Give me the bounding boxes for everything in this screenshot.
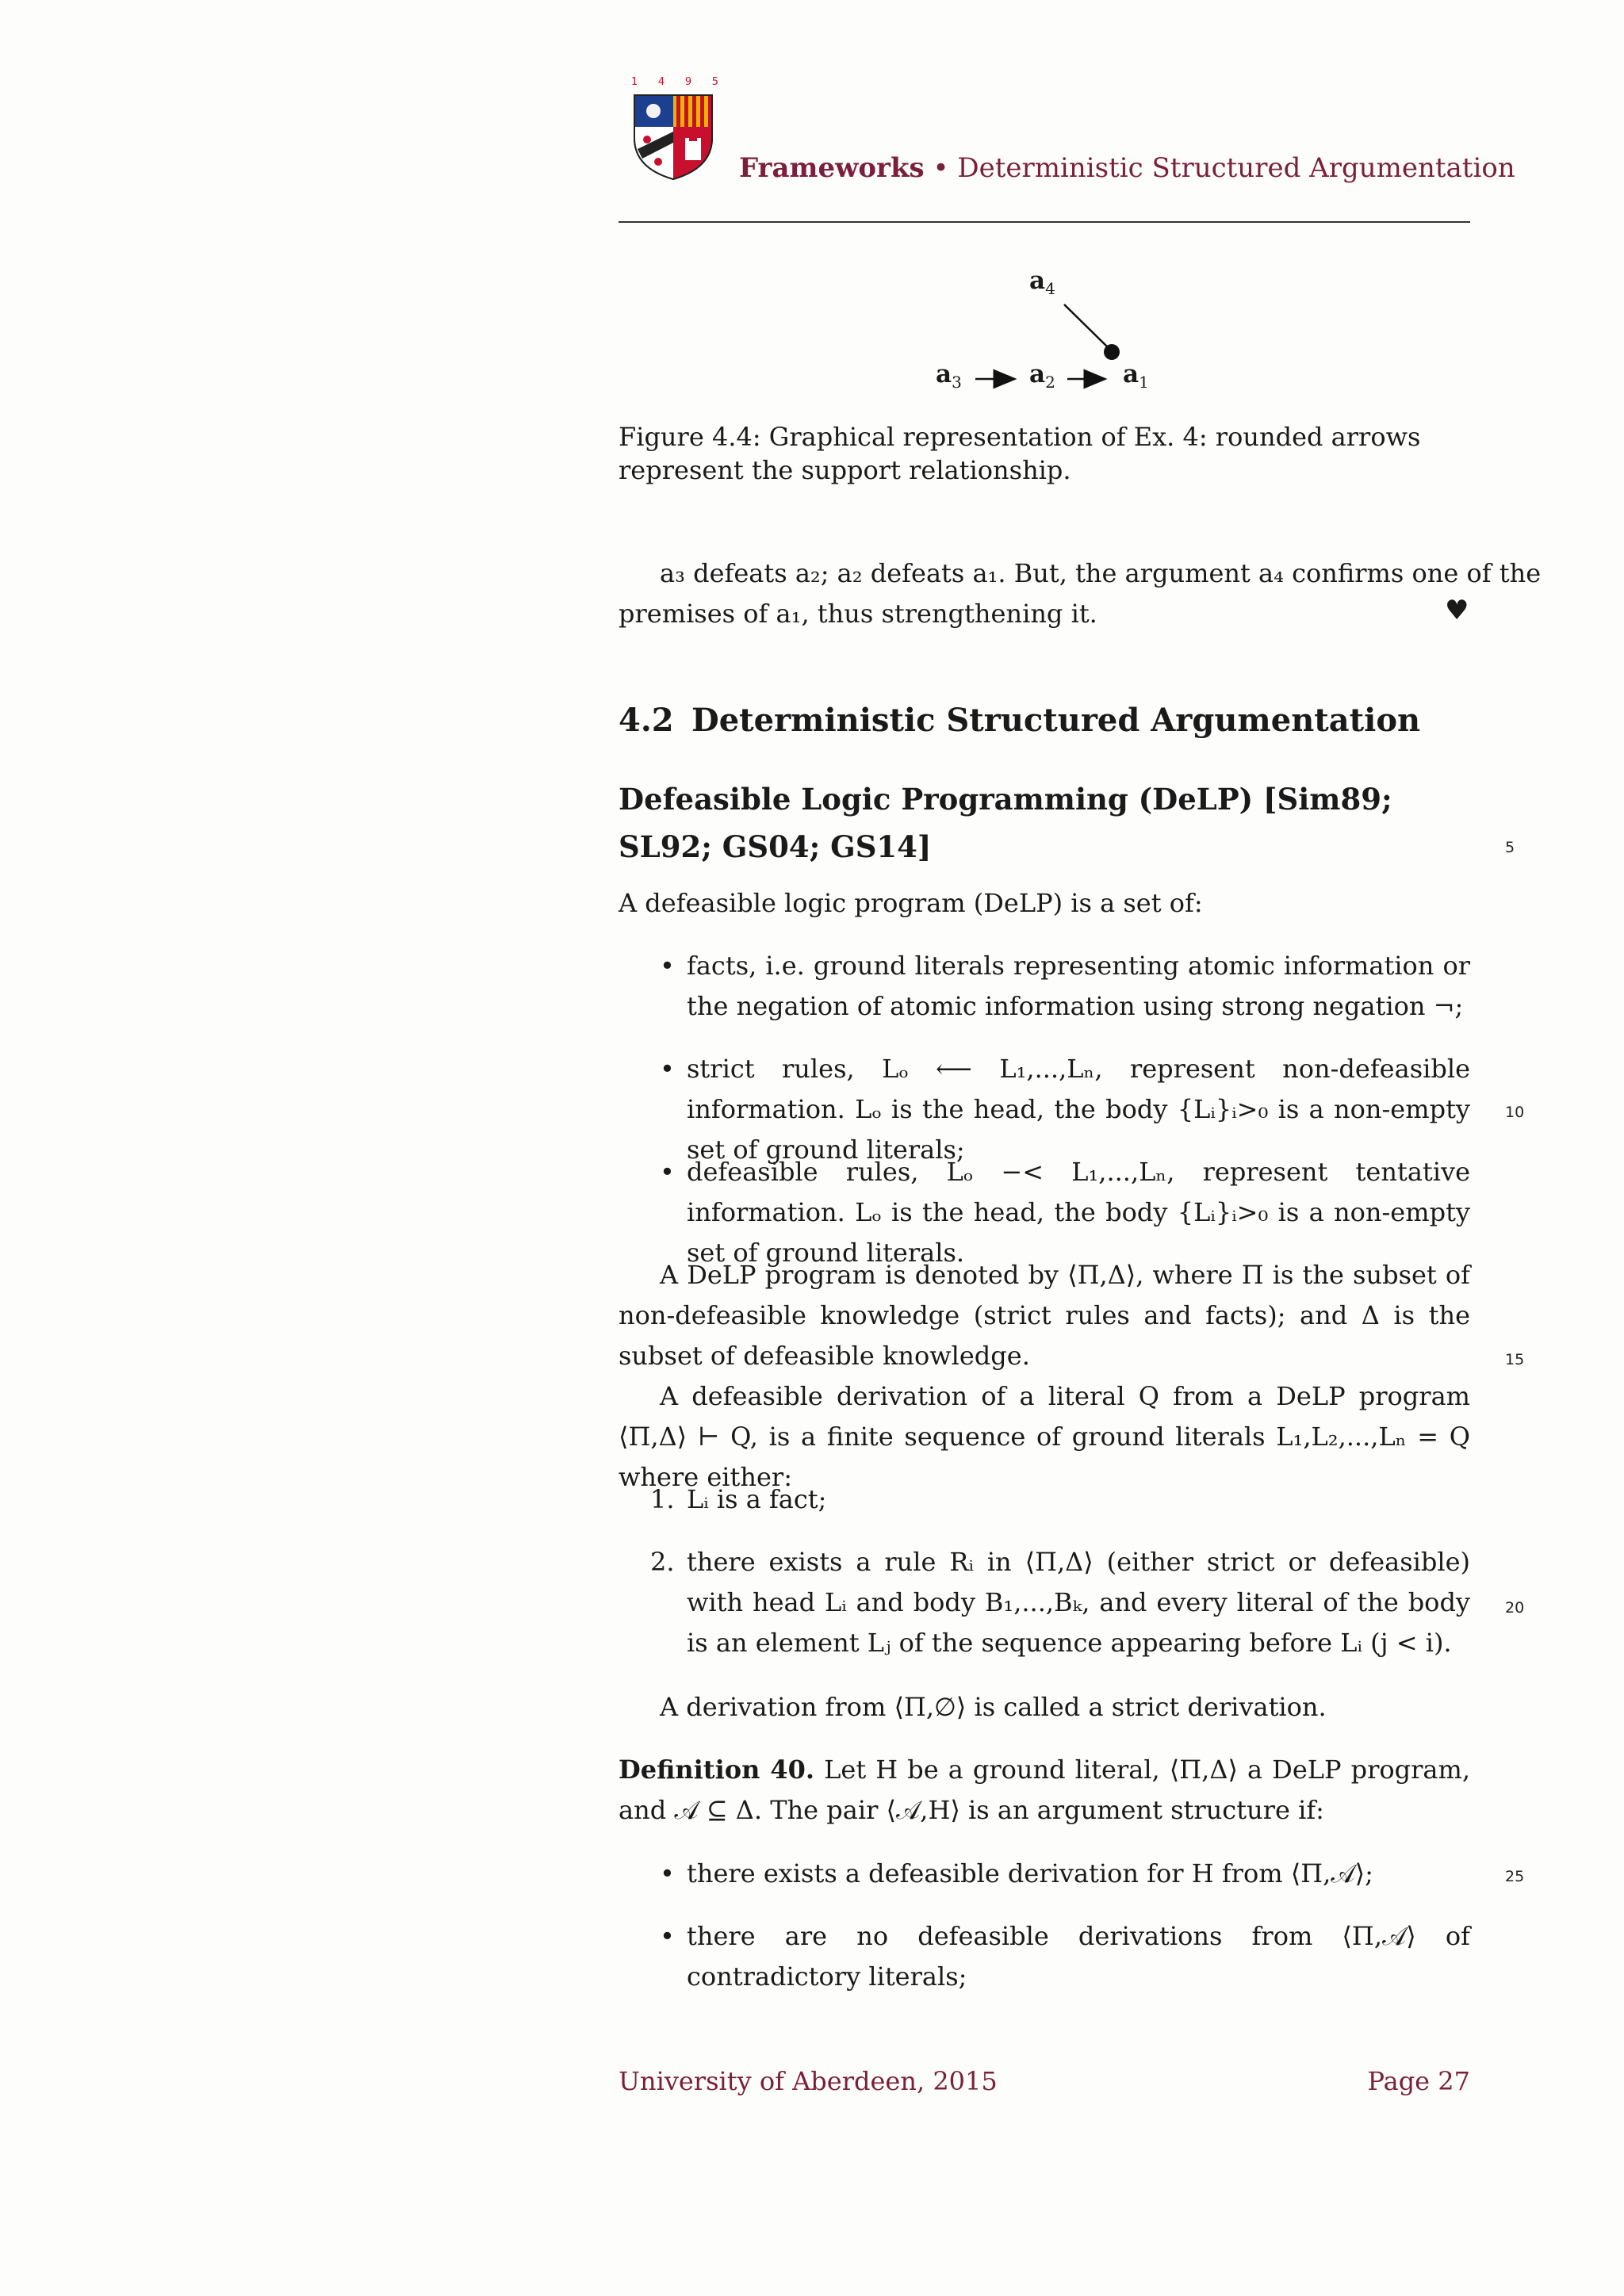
list-item [650, 1854, 1470, 1894]
list-item [650, 1479, 1470, 1520]
support-endpoint [1104, 344, 1120, 360]
subsection-title: Defeasible Logic Programming (DeLP) [Sim89; SL92; GS04; GS14] [619, 782, 1392, 864]
list-item-text: strict rules, Lₒ ⟵ L₁,...,Lₙ, represent non-defeasible information. Lₒ is the head, the body {Lᵢ}ᵢ>₀ is a non-empty set of ground literals; [687, 1054, 1470, 1165]
line-number: 10 [1505, 1104, 1525, 1121]
section-title-text: Deterministic Structured Argumentation [691, 702, 1421, 739]
line-number: 25 [1505, 1868, 1525, 1885]
list-item [650, 1542, 1470, 1663]
crest-year-digit: 4 [657, 76, 665, 88]
node-a4: $a_4$ [1029, 266, 1055, 299]
figure-caption: Figure 4.4: Graphical representation of Ex. 4: rounded arrows represent the support relationship. [619, 422, 1421, 485]
program-paragraph: A DeLP program is denoted by ⟨Π,Δ⟩, where Π is the subset of non-defeasible knowledge (strict rules and facts); and Δ is the subset of defeasible knowledge. [619, 1260, 1470, 1371]
header-title: Deterministic Structured Argumentation [957, 152, 1515, 184]
list-item [650, 1916, 1470, 1997]
list-item-number: 2. [650, 1547, 675, 1577]
delp-intro: A defeasible logic program (DeLP) is a set of: [619, 888, 1203, 918]
strict-derivation-paragraph: A derivation from ⟨Π,∅⟩ is called a strict derivation. [660, 1692, 1327, 1722]
bullet-icon: • [660, 1921, 675, 1951]
crest-year-digit: 5 [711, 76, 718, 88]
bullet-icon: • [660, 1858, 675, 1888]
node-a2: $a_2$ [1029, 360, 1055, 392]
list-item-number: 1. [650, 1484, 675, 1514]
bullet-icon: • [660, 1054, 675, 1084]
definition-text: Let H be a ground literal, ⟨Π,Δ⟩ a DeLP program, and 𝒜 ⊆ Δ. The pair ⟨𝒜,H⟩ is an argument structure if: [619, 1755, 1471, 1825]
page-number: Page 27 [1367, 2066, 1470, 2096]
heart-icon: ♥ [1445, 595, 1469, 626]
running-header [739, 152, 1515, 184]
crest-year-digit: 1 [631, 76, 638, 88]
header-separator: • [933, 152, 949, 184]
line-number: 20 [1505, 1599, 1525, 1617]
definition-label: Definition 40. [619, 1755, 815, 1785]
footer-institution: University of Aberdeen, 2015 [619, 2066, 998, 2096]
crest-year-digit: 9 [684, 76, 692, 88]
section-title [619, 702, 1420, 739]
support-edge-a4-a1 [1064, 304, 1108, 347]
line-number: 15 [1505, 1351, 1525, 1368]
example-line-1: a₃ defeats a₂; a₂ defeats a₁. But, the argument a₄ confirms one of the [660, 558, 1542, 588]
list-item-text: there exists a rule Rᵢ in ⟨Π,Δ⟩ (either strict or defeasible) with head Lᵢ and body B₁,...,Bₖ, and every literal of the body is an element Lⱼ of the sequence appearing before Lᵢ (j < i). [687, 1547, 1470, 1658]
section-number: 4.2 [619, 702, 674, 739]
node-a1: $a_1$ [1123, 360, 1149, 392]
list-item-text: there exists a defeasible derivation for H from ⟨Π,𝒜⟩; [687, 1858, 1373, 1888]
list-item-text: there are no defeasible derivations from ⟨Π,𝒜⟩ of contradictory literals; [687, 1921, 1470, 1992]
definition-40 [619, 1750, 1470, 1831]
bullet-icon: • [660, 1157, 675, 1187]
list-item-text: facts, i.e. ground literals representing atomic information or the negation of atomic information using strong negation ¬; [687, 951, 1470, 1021]
university-crest-icon [626, 76, 720, 181]
list-item-text: defeasible rules, Lₒ −< L₁,...,Lₙ, represent tentative information. Lₒ is the head, the body {Lᵢ}ᵢ>₀ is a non-empty set of ground literals. [687, 1157, 1470, 1268]
header-section-label: Frameworks [739, 152, 925, 184]
derivation-paragraph: A defeasible derivation of a literal Q from a DeLP program ⟨Π,Δ⟩ ⊢ Q, is a finite sequence of ground literals L₁,L₂,...,Lₙ = Q where either: [619, 1381, 1470, 1492]
line-number: 5 [1505, 839, 1515, 856]
list-item [650, 946, 1470, 1027]
bullet-icon: • [660, 951, 675, 981]
header-rule [619, 221, 1470, 223]
example-line-2: premises of a₁, thus strengthening it. [619, 599, 1097, 629]
list-item-text: Lᵢ is a fact; [687, 1484, 827, 1514]
node-a3: $a_3$ [936, 360, 962, 392]
